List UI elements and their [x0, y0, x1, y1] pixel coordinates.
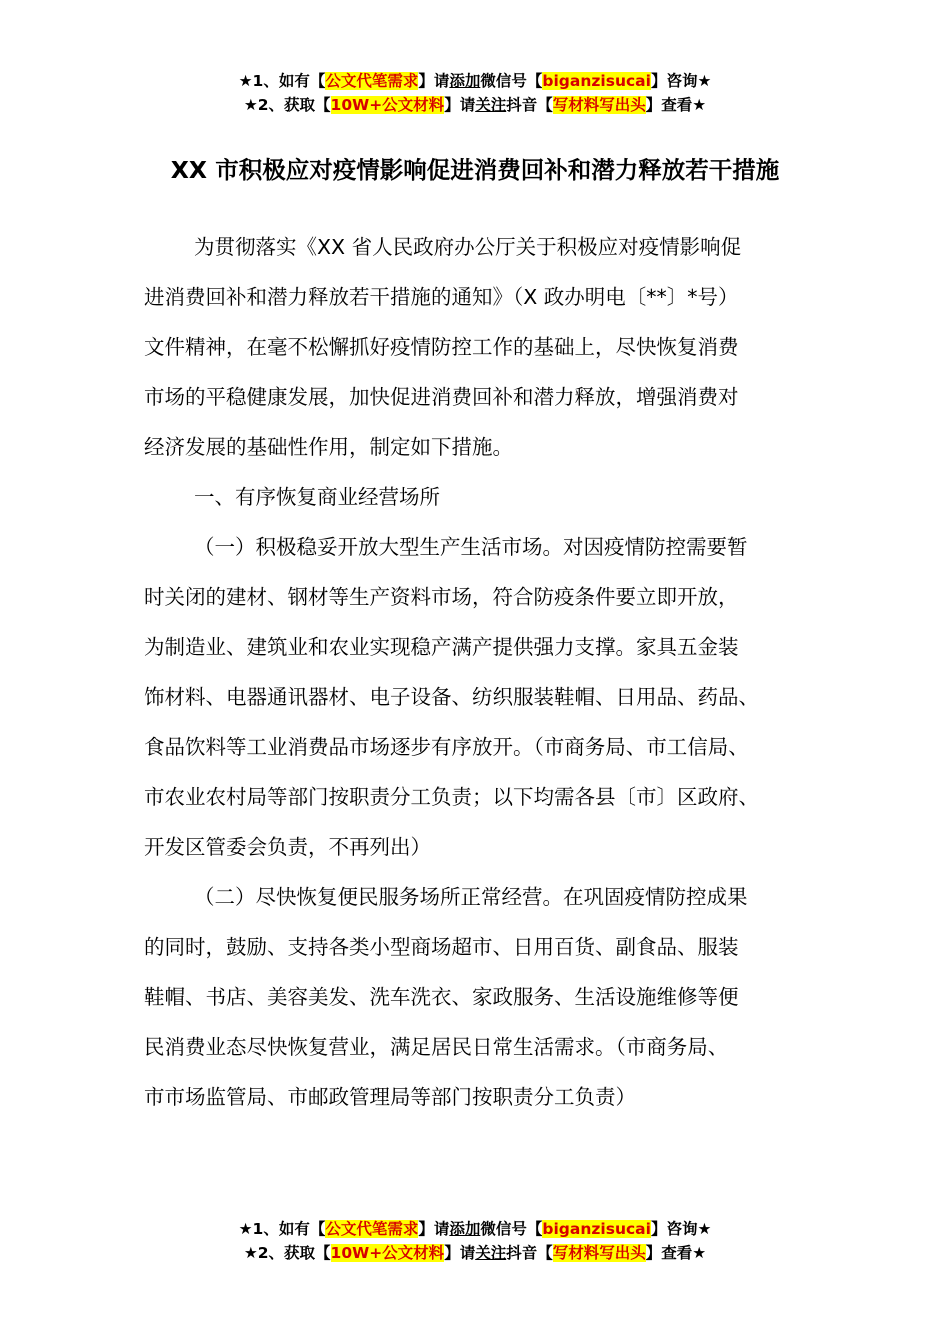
- banner-text: 】请: [444, 1244, 476, 1262]
- banner-text: 】咨询★: [650, 1220, 712, 1238]
- body-line: 市市场监管局、市邮政管理局等部门按职责分工负责）: [144, 1085, 636, 1109]
- body-line: 时关闭的建材、钢材等生产资料市场，符合防疫条件要立即开放，: [144, 585, 739, 609]
- banner-line-1: [0, 1217, 950, 1241]
- document-body: [144, 222, 824, 1122]
- banner-text: ★2、获取【: [243, 1244, 331, 1262]
- header-banner: [0, 69, 950, 117]
- banner-text: 】查看★: [645, 96, 707, 114]
- banner-highlight: 写材料写出头: [552, 1244, 646, 1262]
- banner-text: ★1、如有【: [238, 72, 326, 90]
- banner-highlight: 公文代笔需求: [325, 72, 419, 90]
- banner-text: 抖音【: [506, 1244, 553, 1262]
- body-line: （二）尽快恢复便民服务场所正常经营。在巩固疫情防控成果: [194, 885, 748, 909]
- banner-text: 抖音【: [506, 96, 553, 114]
- body-line: 为制造业、建筑业和农业实现稳产满产提供强力支撑。家具五金装: [144, 635, 739, 659]
- banner-text: 】请: [418, 72, 450, 90]
- body-line: 的同时，鼓励、支持各类小型商场超市、日用百货、副食品、服装: [144, 935, 739, 959]
- body-line: 开发区管委会负责，不再列出）: [144, 835, 431, 859]
- body-line: 文件精神，在毫不松懈抓好疫情防控工作的基础上，尽快恢复消费: [144, 335, 739, 359]
- banner-text: 】请: [444, 96, 476, 114]
- banner-line-1: [0, 69, 950, 93]
- banner-line-2: [0, 1241, 950, 1265]
- body-line: 进消费回补和潜力释放若干措施的通知》（X 政办明电〔**〕*号）: [144, 285, 739, 309]
- banner-text: 】查看★: [645, 1244, 707, 1262]
- body-line: 饰材料、电器通讯器材、电子设备、纺织服装鞋帽、日用品、药品、: [144, 685, 759, 709]
- banner-underline: 关注: [475, 96, 507, 114]
- banner-highlight: 10W+公文材料: [330, 1244, 445, 1262]
- banner-highlight: biganzisucai: [542, 72, 651, 90]
- body-line: 民消费业态尽快恢复营业，满足居民日常生活需求。（市商务局、: [144, 1035, 729, 1059]
- body-line: 食品饮料等工业消费品市场逐步有序放开。（市商务局、市工信局、: [144, 735, 749, 759]
- banner-line-2: [0, 93, 950, 117]
- banner-text: 】请: [418, 1220, 450, 1238]
- document-title: XX 市积极应对疫情影响促进消费回补和潜力释放若干措施: [170, 156, 780, 184]
- banner-text: 微信号【: [480, 72, 543, 90]
- body-line: 市农业农村局等部门按职责分工负责；以下均需各县〔市〕区政府、: [144, 785, 759, 809]
- banner-highlight: biganzisucai: [542, 1220, 651, 1238]
- banner-highlight: 公文代笔需求: [325, 1220, 419, 1238]
- banner-highlight: 写材料写出头: [552, 96, 646, 114]
- footer-banner: [0, 1217, 950, 1265]
- body-line: 为贯彻落实《XX 省人民政府办公厅关于积极应对疫情影响促: [194, 235, 742, 259]
- banner-text: 微信号【: [480, 1220, 543, 1238]
- body-line: 鞋帽、书店、美容美发、洗车洗衣、家政服务、生活设施维修等便: [144, 985, 739, 1009]
- banner-text: 】咨询★: [650, 72, 712, 90]
- section-heading: 一、有序恢复商业经营场所: [194, 485, 440, 509]
- body-line: 市场的平稳健康发展，加快促进消费回补和潜力释放，增强消费对: [144, 385, 739, 409]
- banner-highlight: 10W+公文材料: [330, 96, 445, 114]
- body-line: 经济发展的基础性作用，制定如下措施。: [144, 435, 513, 459]
- banner-underline: 关注: [475, 1244, 507, 1262]
- body-line: （一）积极稳妥开放大型生产生活市场。对因疫情防控需要暂: [194, 535, 748, 559]
- banner-text: ★1、如有【: [238, 1220, 326, 1238]
- banner-text: ★2、获取【: [243, 96, 331, 114]
- banner-underline: 添加: [449, 1220, 481, 1238]
- banner-underline: 添加: [449, 72, 481, 90]
